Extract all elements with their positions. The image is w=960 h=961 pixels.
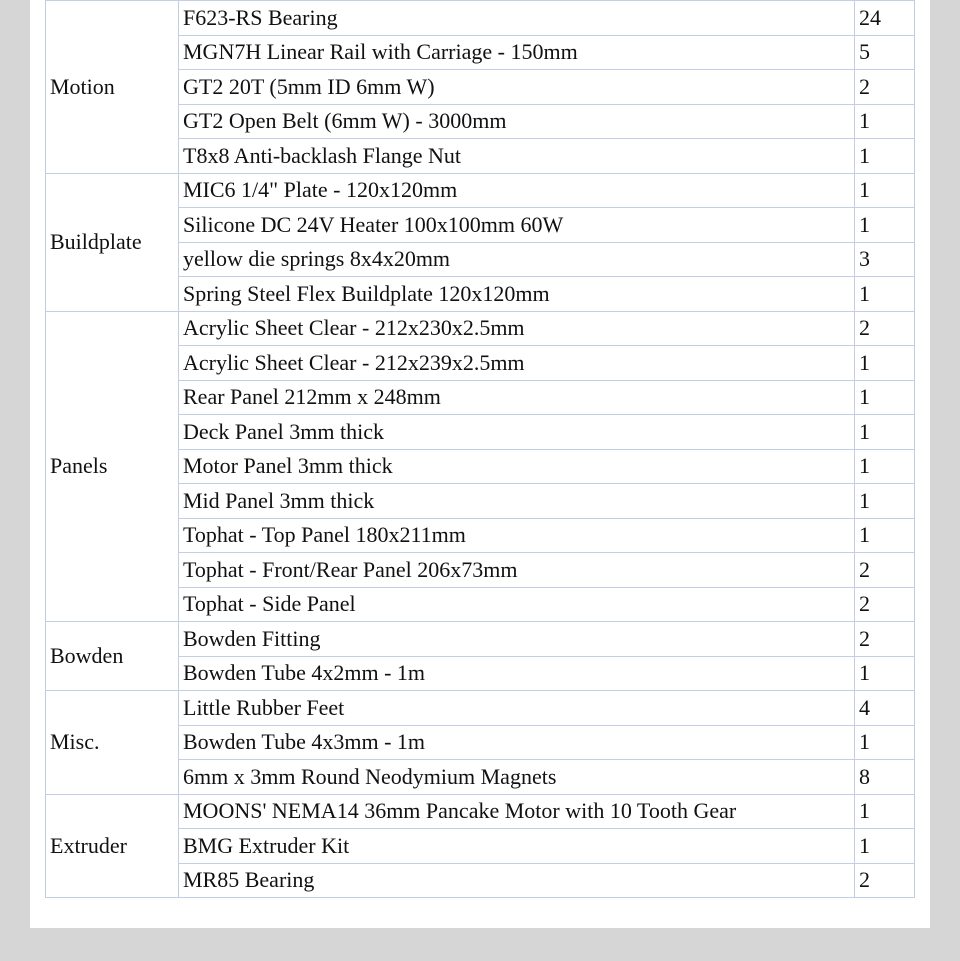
quantity-cell: 1 [855, 415, 915, 450]
part-name-cell: MOONS' NEMA14 36mm Pancake Motor with 10 Tooth Gear [179, 794, 855, 829]
quantity-cell: 24 [855, 1, 915, 36]
table-row [46, 311, 915, 346]
part-name-cell: Mid Panel 3mm thick [179, 484, 855, 519]
quantity-cell: 1 [855, 208, 915, 243]
part-name-cell: BMG Extruder Kit [179, 829, 855, 864]
part-name-cell: F623-RS Bearing [179, 1, 855, 36]
parts-table [45, 0, 915, 898]
quantity-cell: 2 [855, 863, 915, 898]
part-name-cell: MIC6 1/4" Plate - 120x120mm [179, 173, 855, 208]
part-name-cell: Bowden Tube 4x2mm - 1m [179, 656, 855, 691]
part-name-cell: Tophat - Side Panel [179, 587, 855, 622]
part-name-cell: T8x8 Anti-backlash Flange Nut [179, 139, 855, 174]
quantity-cell: 4 [855, 691, 915, 726]
part-name-cell: Rear Panel 212mm x 248mm [179, 380, 855, 415]
part-name-cell: MR85 Bearing [179, 863, 855, 898]
table-row [46, 794, 915, 829]
category-cell: Extruder [46, 794, 179, 898]
part-name-cell: Little Rubber Feet [179, 691, 855, 726]
part-name-cell: Silicone DC 24V Heater 100x100mm 60W [179, 208, 855, 243]
category-cell: Panels [46, 311, 179, 622]
table-row [46, 1, 915, 36]
quantity-cell: 1 [855, 449, 915, 484]
quantity-cell: 2 [855, 70, 915, 105]
quantity-cell: 3 [855, 242, 915, 277]
part-name-cell: Tophat - Top Panel 180x211mm [179, 518, 855, 553]
part-name-cell: Acrylic Sheet Clear - 212x239x2.5mm [179, 346, 855, 381]
quantity-cell: 5 [855, 35, 915, 70]
part-name-cell: Deck Panel 3mm thick [179, 415, 855, 450]
part-name-cell: Bowden Tube 4x3mm - 1m [179, 725, 855, 760]
quantity-cell: 8 [855, 760, 915, 795]
part-name-cell: Motor Panel 3mm thick [179, 449, 855, 484]
quantity-cell: 1 [855, 656, 915, 691]
category-cell: Misc. [46, 691, 179, 795]
quantity-cell: 2 [855, 622, 915, 657]
quantity-cell: 1 [855, 139, 915, 174]
part-name-cell: 6mm x 3mm Round Neodymium Magnets [179, 760, 855, 795]
quantity-cell: 1 [855, 346, 915, 381]
part-name-cell: Tophat - Front/Rear Panel 206x73mm [179, 553, 855, 588]
category-cell: Buildplate [46, 173, 179, 311]
part-name-cell: Acrylic Sheet Clear - 212x230x2.5mm [179, 311, 855, 346]
table-row [46, 691, 915, 726]
quantity-cell: 1 [855, 794, 915, 829]
part-name-cell: Bowden Fitting [179, 622, 855, 657]
part-name-cell: Spring Steel Flex Buildplate 120x120mm [179, 277, 855, 312]
part-name-cell: GT2 Open Belt (6mm W) - 3000mm [179, 104, 855, 139]
quantity-cell: 1 [855, 277, 915, 312]
part-name-cell: yellow die springs 8x4x20mm [179, 242, 855, 277]
category-cell: Motion [46, 1, 179, 174]
quantity-cell: 1 [855, 104, 915, 139]
quantity-cell: 1 [855, 484, 915, 519]
quantity-cell: 1 [855, 725, 915, 760]
quantity-cell: 2 [855, 553, 915, 588]
quantity-cell: 2 [855, 311, 915, 346]
table-row [46, 622, 915, 657]
part-name-cell: MGN7H Linear Rail with Carriage - 150mm [179, 35, 855, 70]
quantity-cell: 1 [855, 518, 915, 553]
parts-table-body [46, 1, 915, 898]
quantity-cell: 1 [855, 173, 915, 208]
quantity-cell: 1 [855, 829, 915, 864]
category-cell: Bowden [46, 622, 179, 691]
table-row [46, 173, 915, 208]
document-sheet [30, 0, 930, 928]
quantity-cell: 2 [855, 587, 915, 622]
part-name-cell: GT2 20T (5mm ID 6mm W) [179, 70, 855, 105]
quantity-cell: 1 [855, 380, 915, 415]
